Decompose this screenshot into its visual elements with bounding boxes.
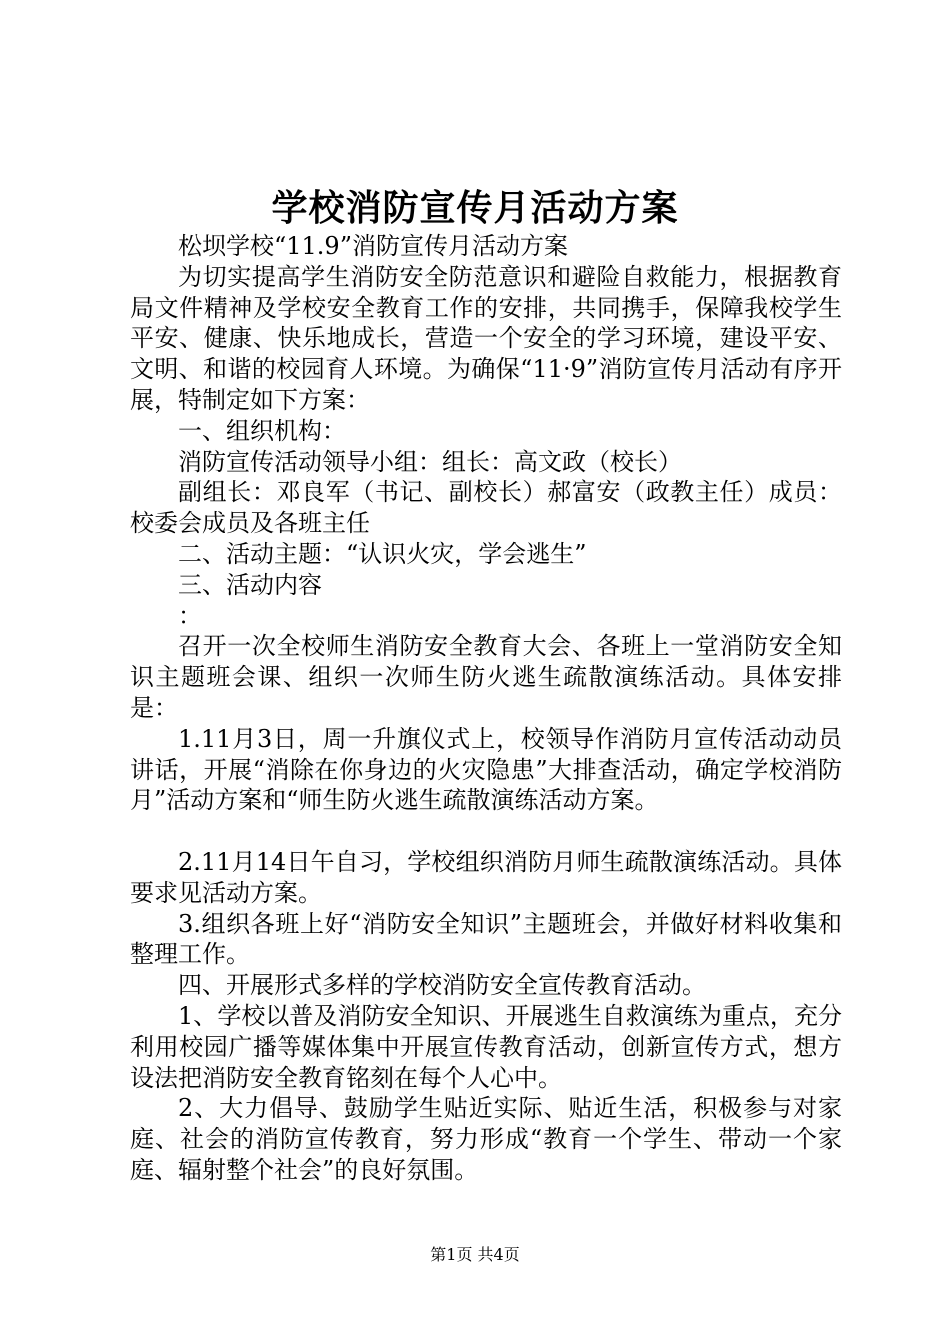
heading-activities: 四、开展形式多样的学校消防安全宣传教育活动。 [178, 971, 706, 1000]
paragraph-colon: ： [178, 601, 202, 630]
paragraph-activity-2: 2、大力倡导、鼓励学生贴近实际、贴近生活，积极参与对家庭、社会的消防宣传教育，努力形成“教育一个学生、带动一个家庭、辐射整个社会”的良好氛围。 [130, 1094, 842, 1184]
paragraph-intro: 为切实提高学生消防安全防范意识和避险自救能力，根据教育局文件精神及学校安全教育工作的安排，共同携手，保障我校学生平安、健康、快乐地成长，营造一个安全的学习环境，建设平安、文明、和谐的校园育人环境。为确保“11·9”消防宣传月活动有序开展，特制定如下方案： [130, 262, 842, 414]
paragraph-item-2: 2.11月14日午自习，学校组织消防月师生疏散演练活动。具体要求见活动方案。 [130, 847, 842, 907]
heading-theme: 二、活动主题：“认识火灾，学会逃生” [178, 539, 587, 568]
paragraph-leader: 消防宣传活动领导小组：组长：高文政（校长） [178, 447, 682, 476]
paragraph-activity-1: 1、学校以普及消防安全知识、开展逃生自救演练为重点，充分利用校园广播等媒体集中开展宣传教育活动，创新宣传方式，想方设法把消防安全教育铭刻在每个人心中。 [130, 1001, 842, 1092]
paragraph-subtitle: 松坝学校“11.9”消防宣传月活动方案 [178, 232, 568, 260]
heading-content: 三、活动内容 [178, 570, 322, 599]
paragraph-deputy-members: 副组长：邓良军（书记、副校长）郝富安（政教主任）成员：校委会成员及各班主任 [130, 478, 842, 538]
blank-line [130, 816, 842, 847]
paragraph-content-overview: 召开一次全校师生消防安全教育大会、各班上一堂消防安全知识主题班会课、组织一次师生防火逃生疏散演练活动。具体安排是： [130, 632, 842, 722]
heading-organization: 一、组织机构： [178, 416, 346, 445]
paragraph-item-1: 1.11月3日，周一升旗仪式上，校领导作消防月宣传活动动员讲话，开展“消除在你身边的火灾隐患”大排查活动，确定学校消防月”活动方案和“师生防火逃生疏散演练活动方案。 [130, 724, 842, 815]
page-footer: 第1页 共4页 [430, 1245, 520, 1264]
document-title: 学校消防宣传月活动方案 [271, 187, 679, 229]
document-body [130, 231, 842, 1186]
paragraph-item-3: 3.组织各班上好“消防安全知识”主题班会，并做好材料收集和整理工作。 [130, 909, 842, 969]
